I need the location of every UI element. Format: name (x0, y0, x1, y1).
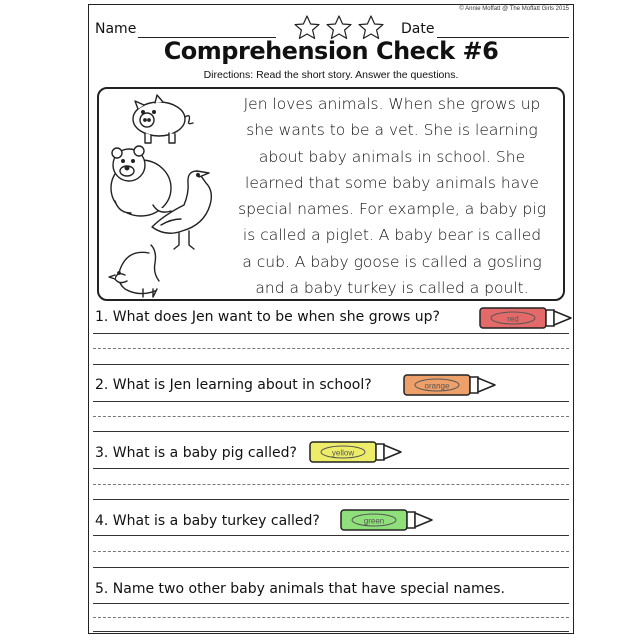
star-icon (295, 16, 319, 38)
story-line: about baby animals in school. She (258, 147, 526, 166)
answer-line-3b[interactable] (93, 499, 569, 500)
copyright-notice: © Annie Moffatt @ The Moffatt Girls 2015 (459, 6, 569, 12)
question-4: 4. What is a baby turkey called? (95, 513, 320, 529)
answer-guide-2 (93, 416, 569, 417)
answer-line-5b[interactable] (93, 631, 569, 632)
page-title: Comprehension Check #6 (163, 37, 499, 65)
answer-line-1a[interactable] (93, 333, 569, 334)
question-3: 3. What is a baby pig called? (95, 445, 297, 461)
answer-line-1b[interactable] (93, 364, 569, 365)
answer-line-2b[interactable] (93, 431, 569, 432)
crayon-label: green (363, 516, 385, 526)
answer-line-3a[interactable] (93, 468, 569, 469)
question-1: 1. What does Jen want to be when she grows up? (95, 309, 440, 325)
name-label: Name (95, 21, 137, 37)
crayon-label: orange (424, 381, 450, 391)
answer-guide-5 (93, 617, 569, 618)
answer-line-4b[interactable] (93, 567, 569, 568)
answer-line-2a[interactable] (93, 401, 569, 402)
answer-guide-1 (93, 348, 569, 349)
directions-text: Directions: Read the short story. Answer the questions. (203, 69, 459, 81)
date-label: Date (401, 21, 435, 37)
star-icon (359, 16, 383, 38)
story-line: and a baby turkey is called a poult. (255, 279, 529, 298)
answer-line-4a[interactable] (93, 535, 569, 536)
crayon-label: yellow (331, 448, 355, 458)
crayon-red-icon (479, 305, 573, 331)
crayon-orange-icon (403, 372, 497, 398)
question-5: 5. Name two other baby animals that have special names. (95, 581, 505, 597)
crayon-yellow-icon (309, 439, 403, 465)
story-line: is called a piglet. A baby bear is called (242, 226, 542, 245)
story-line: learned that some baby animals have (245, 173, 539, 192)
story-line: Jen loves animals. When she grows up (243, 95, 541, 113)
answer-line-5a[interactable] (93, 603, 569, 604)
story-line: a cub. A baby goose is called a gosling (242, 252, 542, 271)
answer-guide-3 (93, 484, 569, 485)
crayon-green-icon (340, 507, 434, 533)
story-line: she wants to be a vet. She is learning (246, 121, 538, 140)
star-icon (327, 16, 351, 38)
story-line: special names. For example, a baby pig (238, 200, 546, 219)
story-text (219, 91, 565, 301)
pig-icon (133, 95, 193, 143)
story-box (97, 87, 565, 301)
turkey-icon (109, 245, 159, 297)
bear-icon (111, 146, 171, 216)
animal-illustrations (101, 93, 219, 299)
answer-guide-4 (93, 551, 569, 552)
worksheet (88, 4, 574, 634)
question-2: 2. What is Jen learning about in school? (95, 377, 372, 393)
crayon-label: red (507, 314, 519, 324)
